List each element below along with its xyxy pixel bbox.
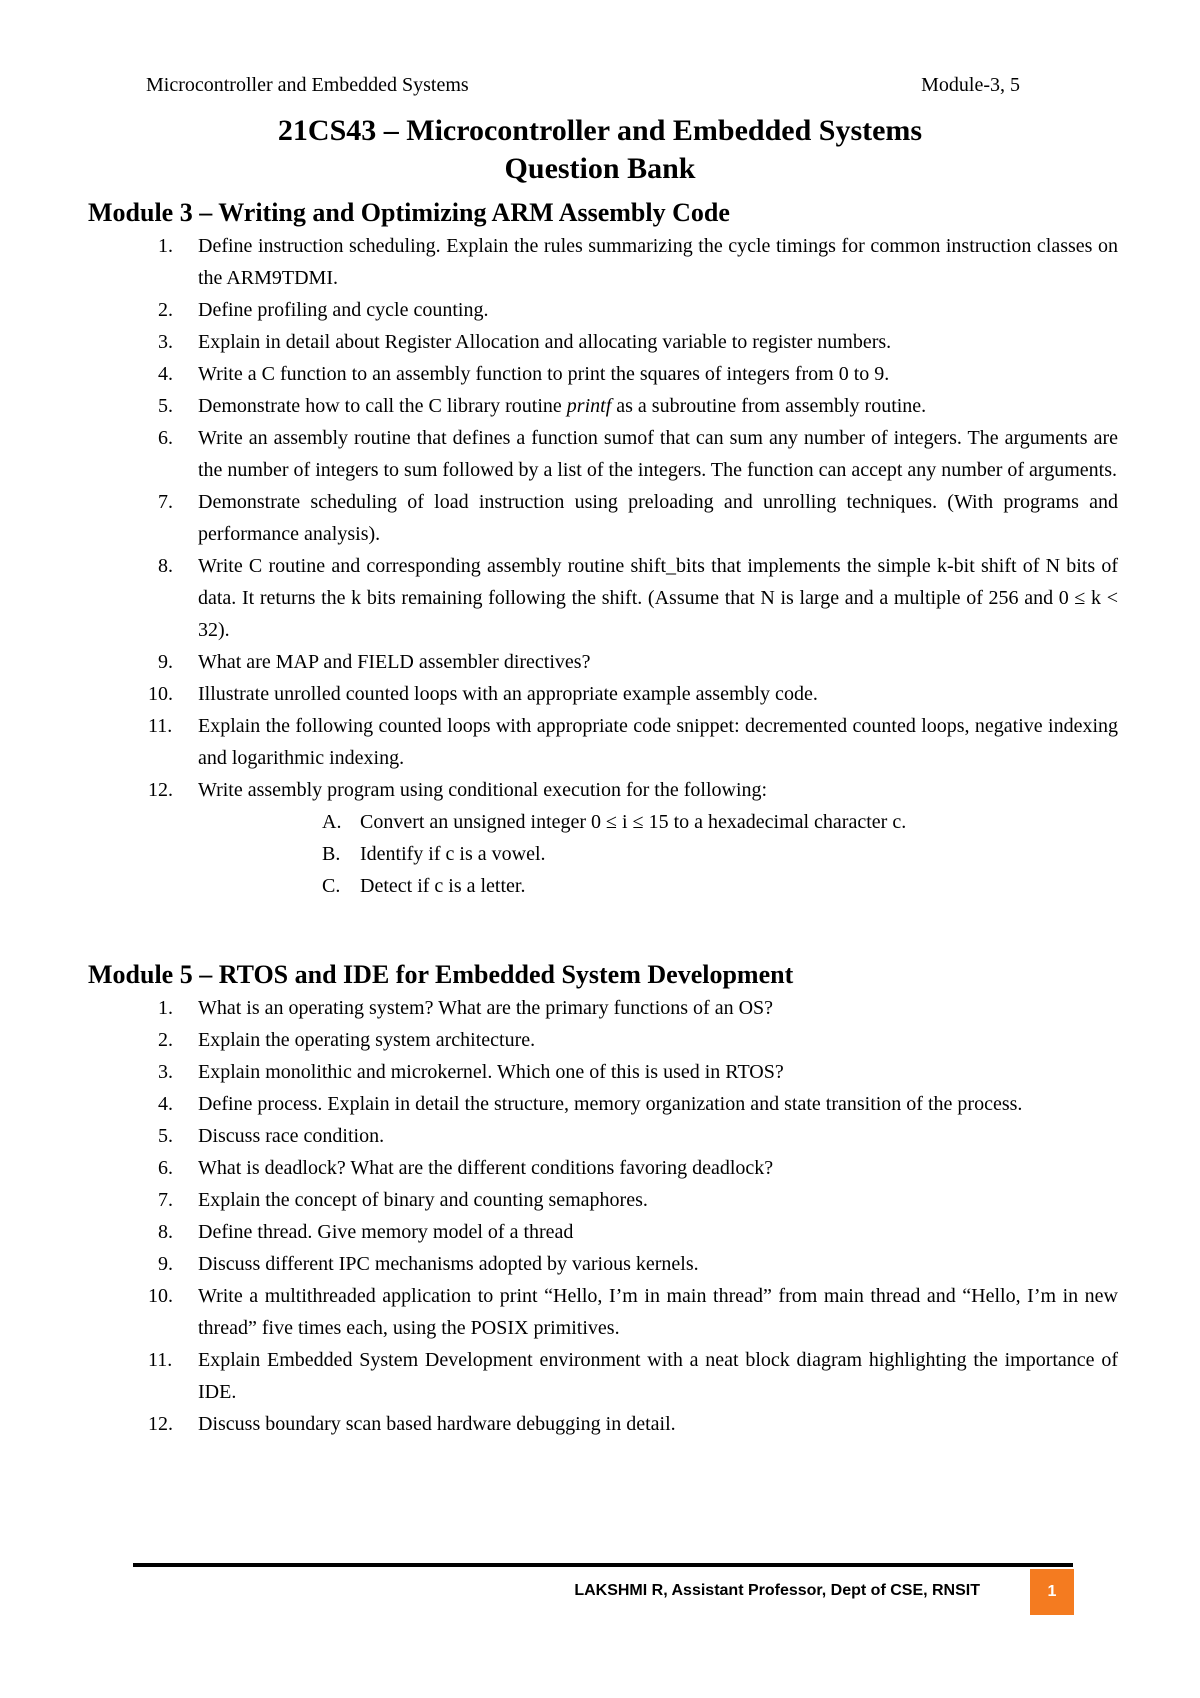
- question-text: Write a multithreaded application to print “Hello, I’m in main thread” from main thread and “Hello, I’m in new thread” five times each, using the POSIX primitives.: [198, 1285, 1118, 1339]
- question-number: 1.: [158, 235, 173, 257]
- footer-divider: [133, 1563, 1073, 1567]
- question-item: [88, 486, 1118, 550]
- question-text: Write assembly program using conditional execution for the following:: [198, 779, 768, 801]
- question-number: 7.: [158, 1189, 173, 1211]
- question-number: 12.: [148, 779, 173, 801]
- footer-author: LAKSHMI R, Assistant Professor, Dept of CSE, RNSIT: [574, 1582, 980, 1599]
- question-text: Explain monolithic and microkernel. Which one of this is used in RTOS?: [198, 1061, 784, 1083]
- module-3-question-list: [88, 230, 1128, 902]
- sub-question-item: [322, 870, 1118, 902]
- sub-question-label: C.: [322, 875, 341, 897]
- question-item: [88, 1024, 1118, 1056]
- question-item: [88, 550, 1118, 646]
- question-item: [88, 1152, 1118, 1184]
- question-item: [88, 1248, 1118, 1280]
- question-number: 11.: [148, 1349, 173, 1371]
- question-text-emphasis: printf: [566, 395, 612, 417]
- header-course-name: Microcontroller and Embedded Systems: [146, 74, 469, 96]
- question-number: 5.: [158, 1125, 173, 1147]
- question-text: Write a C function to an assembly function to print the squares of integers from 0 to 9.: [198, 363, 890, 385]
- question-number: 1.: [158, 997, 173, 1019]
- question-number: 8.: [158, 555, 173, 577]
- question-text-end: as a subroutine from assembly routine.: [611, 395, 927, 417]
- question-number: 6.: [158, 427, 173, 449]
- question-text: Write an assembly routine that defines a function sumof that can sum any number of integers. The arguments are the number of integers to sum followed by a list of the integers. The function can accept any number of arguments.: [198, 427, 1118, 481]
- question-text: Discuss boundary scan based hardware debugging in detail.: [198, 1413, 676, 1435]
- question-text: Define process. Explain in detail the structure, memory organization and state transition of the process.: [198, 1093, 1023, 1115]
- question-text: Define thread. Give memory model of a thread: [198, 1221, 574, 1243]
- sub-question-item: [322, 838, 1118, 870]
- question-item: [88, 1280, 1118, 1344]
- question-text: What are MAP and FIELD assembler directives?: [198, 651, 591, 673]
- sub-question-label: A.: [322, 811, 342, 833]
- question-text: Explain in detail about Register Allocation and allocating variable to register numbers.: [198, 331, 892, 353]
- question-item: [88, 1408, 1118, 1440]
- question-item: [88, 390, 1118, 422]
- question-number: 5.: [158, 395, 173, 417]
- question-text-start: Demonstrate how to call the C library routine: [198, 395, 567, 417]
- question-item: [88, 678, 1118, 710]
- question-number: 4.: [158, 1093, 173, 1115]
- module-3-section: [88, 196, 1128, 902]
- document-subtitle: Question Bank: [504, 152, 696, 185]
- question-item: [88, 1120, 1118, 1152]
- question-text: Discuss different IPC mechanisms adopted by various kernels.: [198, 1253, 699, 1275]
- question-item: [88, 358, 1118, 390]
- question-item: [88, 1056, 1118, 1088]
- question-text: Explain the operating system architecture.: [198, 1029, 536, 1051]
- module-5-heading: Module 5 – RTOS and IDE for Embedded System Development: [88, 960, 794, 989]
- sub-question-label: B.: [322, 843, 341, 865]
- question-number: 3.: [158, 1061, 173, 1083]
- question-text: What is deadlock? What are the different conditions favoring deadlock?: [198, 1157, 774, 1179]
- question-number: 6.: [158, 1157, 173, 1179]
- question-text: Define profiling and cycle counting.: [198, 299, 489, 321]
- module-5-section: [88, 958, 1128, 1440]
- question-item: [88, 774, 1118, 902]
- question-text: Explain the following counted loops with appropriate code snippet: decremented counted loops, negative indexing and logarithmic indexing.: [198, 715, 1118, 769]
- question-item: [88, 294, 1118, 326]
- question-item: [88, 710, 1118, 774]
- question-number: 4.: [158, 363, 173, 385]
- question-item: [88, 1184, 1118, 1216]
- question-item: [88, 1088, 1118, 1120]
- question-text: Discuss race condition.: [198, 1125, 385, 1147]
- document-title: 21CS43 – Microcontroller and Embedded Systems: [277, 114, 923, 147]
- question-text: Write C routine and corresponding assembly routine shift_bits that implements the simple k-bit shift of N bits of data. It returns the k bits remaining following the shift. (Assume that N is large and a multiple of 256 and 0 ≤ k < 32).: [198, 555, 1118, 641]
- question-item: [88, 326, 1118, 358]
- question-item: [88, 1344, 1118, 1408]
- question-text: Define instruction scheduling. Explain the rules summarizing the cycle timings for common instruction classes on the ARM9TDMI.: [198, 235, 1118, 289]
- question-item: [88, 230, 1118, 294]
- page-number-badge: 1: [1030, 1569, 1074, 1615]
- question-number: 10.: [148, 1285, 173, 1307]
- question-number: 2.: [158, 299, 173, 321]
- question-text: Demonstrate scheduling of load instruction using preloading and unrolling techniques. (With programs and performance analysis).: [198, 491, 1118, 545]
- question-number: 7.: [158, 491, 173, 513]
- question-number: 3.: [158, 331, 173, 353]
- module-5-question-list: [88, 992, 1128, 1440]
- running-header: [146, 74, 1020, 97]
- sub-question-item: [322, 806, 1118, 838]
- question-item: [88, 646, 1118, 678]
- question-item: [88, 1216, 1118, 1248]
- question-number: 8.: [158, 1221, 173, 1243]
- sub-question-text: Detect if c is a letter.: [360, 875, 526, 897]
- question-number: 9.: [158, 651, 173, 673]
- header-module-label: Module-3, 5: [921, 74, 1020, 96]
- module-3-heading: Module 3 – Writing and Optimizing ARM Assembly Code: [88, 198, 730, 227]
- question-text: Explain Embedded System Development environment with a neat block diagram highlighting the importance of IDE.: [198, 1349, 1118, 1403]
- question-text: What is an operating system? What are the primary functions of an OS?: [198, 997, 774, 1019]
- question-number: 2.: [158, 1029, 173, 1051]
- question-text: Illustrate unrolled counted loops with an appropriate example assembly code.: [198, 683, 818, 705]
- question-number: 11.: [148, 715, 173, 737]
- question-number: 9.: [158, 1253, 173, 1275]
- sub-question-list: [198, 806, 1118, 902]
- question-text: Explain the concept of binary and counting semaphores.: [198, 1189, 648, 1211]
- sub-question-text: Convert an unsigned integer 0 ≤ i ≤ 15 to a hexadecimal character c.: [360, 811, 907, 833]
- sub-question-text: Identify if c is a vowel.: [360, 843, 546, 865]
- question-item: [88, 422, 1118, 486]
- question-number: 12.: [148, 1413, 173, 1435]
- question-number: 10.: [148, 683, 173, 705]
- question-item: [88, 992, 1118, 1024]
